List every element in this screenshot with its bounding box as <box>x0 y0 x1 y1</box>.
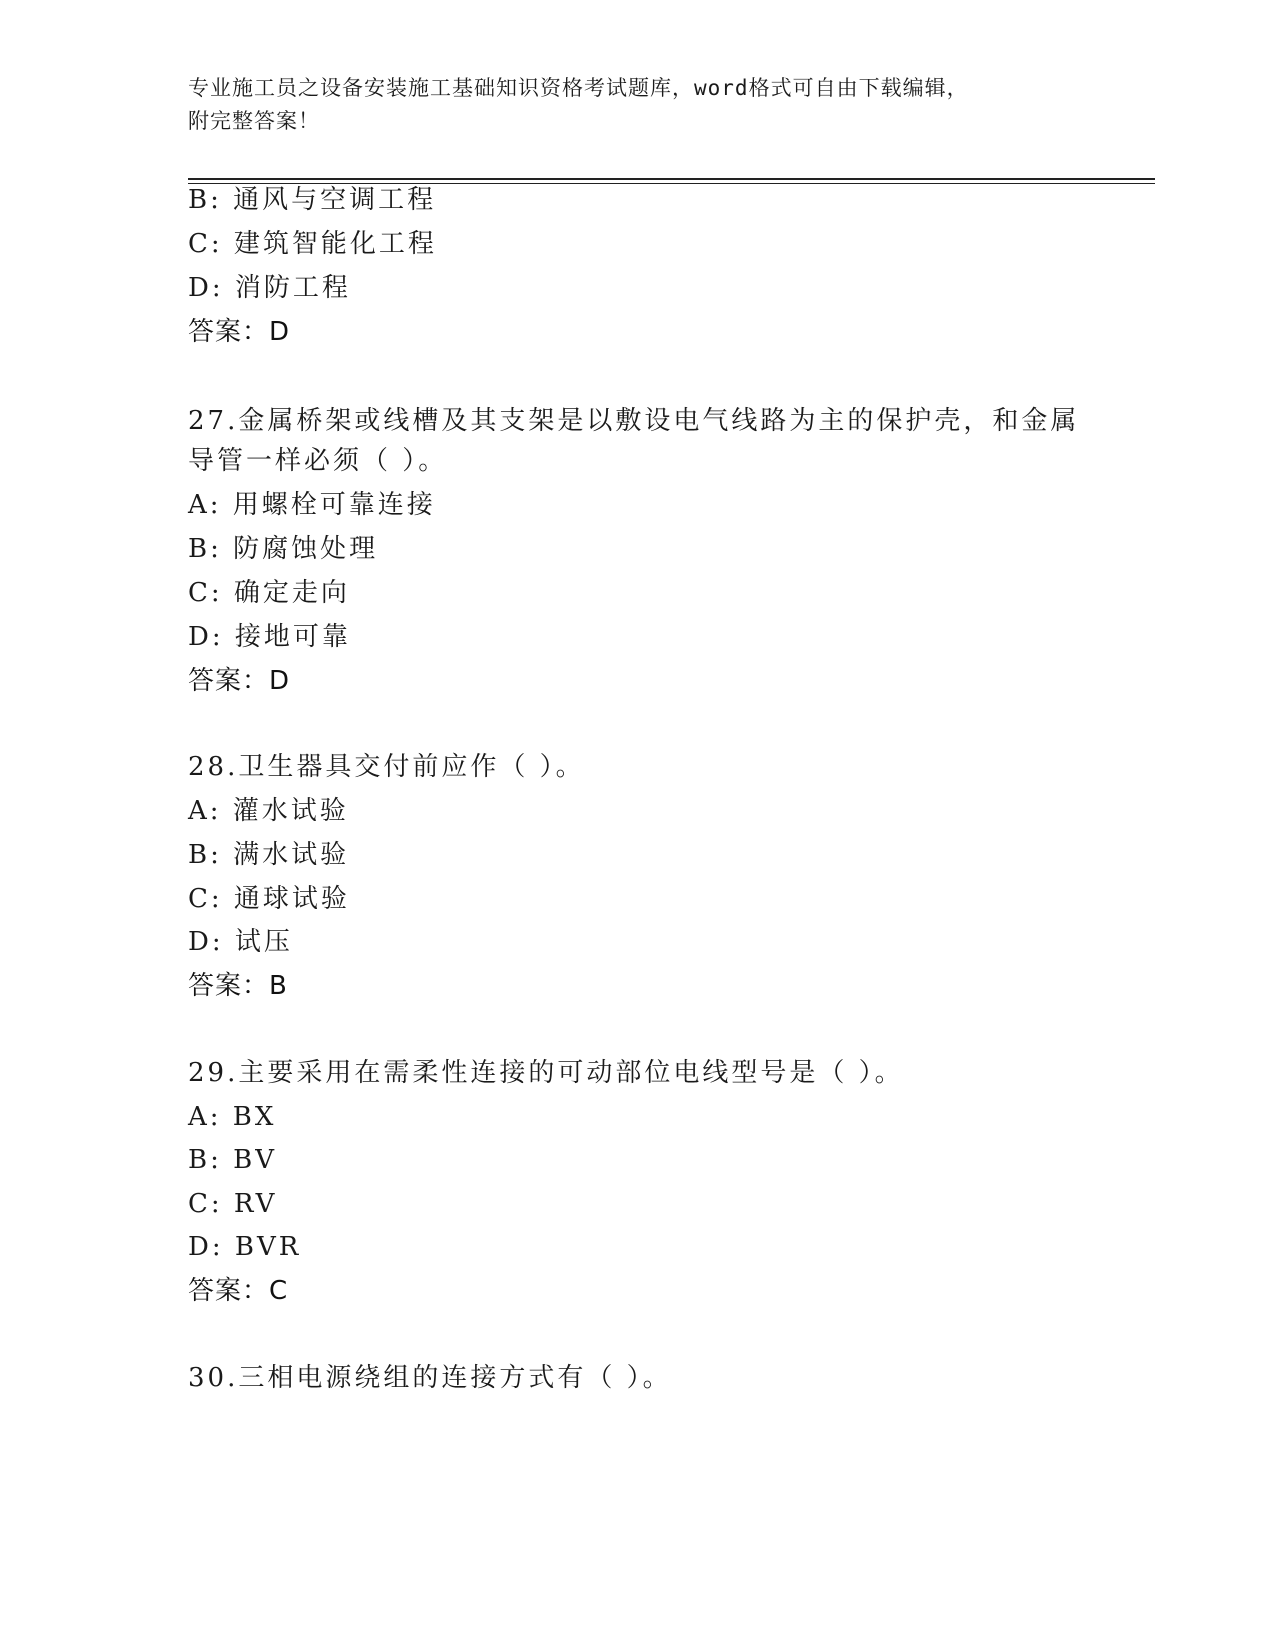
q30-stem: 30.三相电源绕组的连接方式有（ ）。 <box>188 1363 672 1393</box>
prev-answer: 答案：D <box>188 317 291 347</box>
q29-option-a: A: BX <box>188 1102 277 1132</box>
q28-stem: 28.卫生器具交付前应作（ ）。 <box>188 752 585 782</box>
q27-stem-line-1: 27.金属桥架或线槽及其支架是以敷设电气线路为主的保护壳，和金属 <box>188 406 1080 436</box>
q28-option-c: C: 通球试验 <box>188 884 350 914</box>
header-line-2: 附完整答案！ <box>188 109 320 133</box>
q29-option-b: B: BV <box>188 1145 278 1175</box>
q27-option-d: D: 接地可靠 <box>188 622 351 652</box>
header-line-1: 专业施工员之设备安装施工基础知识资格考试题库，word格式可自由下载编辑， <box>188 76 969 100</box>
q29-option-c: C: RV <box>188 1189 278 1219</box>
q27-option-c: C: 确定走向 <box>188 578 350 608</box>
header-divider-thick <box>188 178 1155 180</box>
q29-option-d: D: BVR <box>188 1232 302 1262</box>
prev-option-d: D: 消防工程 <box>188 273 351 303</box>
prev-option-b: B: 通风与空调工程 <box>188 185 437 215</box>
q27-option-a: A: 用螺栓可靠连接 <box>188 490 436 520</box>
q29-answer: 答案：C <box>188 1276 289 1306</box>
document-header <box>188 72 1088 138</box>
q29-stem: 29.主要采用在需柔性连接的可动部位电线型号是（ ）。 <box>188 1058 904 1088</box>
q27-option-b: B: 防腐蚀处理 <box>188 534 379 564</box>
q28-option-b: B: 满水试验 <box>188 840 350 870</box>
q27-stem-line-2: 导管一样必须（ ）。 <box>188 446 448 476</box>
q27-answer: 答案：D <box>188 666 291 696</box>
q28-option-d: D: 试压 <box>188 927 293 957</box>
prev-option-c: C: 建筑智能化工程 <box>188 229 437 259</box>
q28-answer: 答案：B <box>188 971 288 1001</box>
q28-option-a: A: 灌水试验 <box>188 796 349 826</box>
